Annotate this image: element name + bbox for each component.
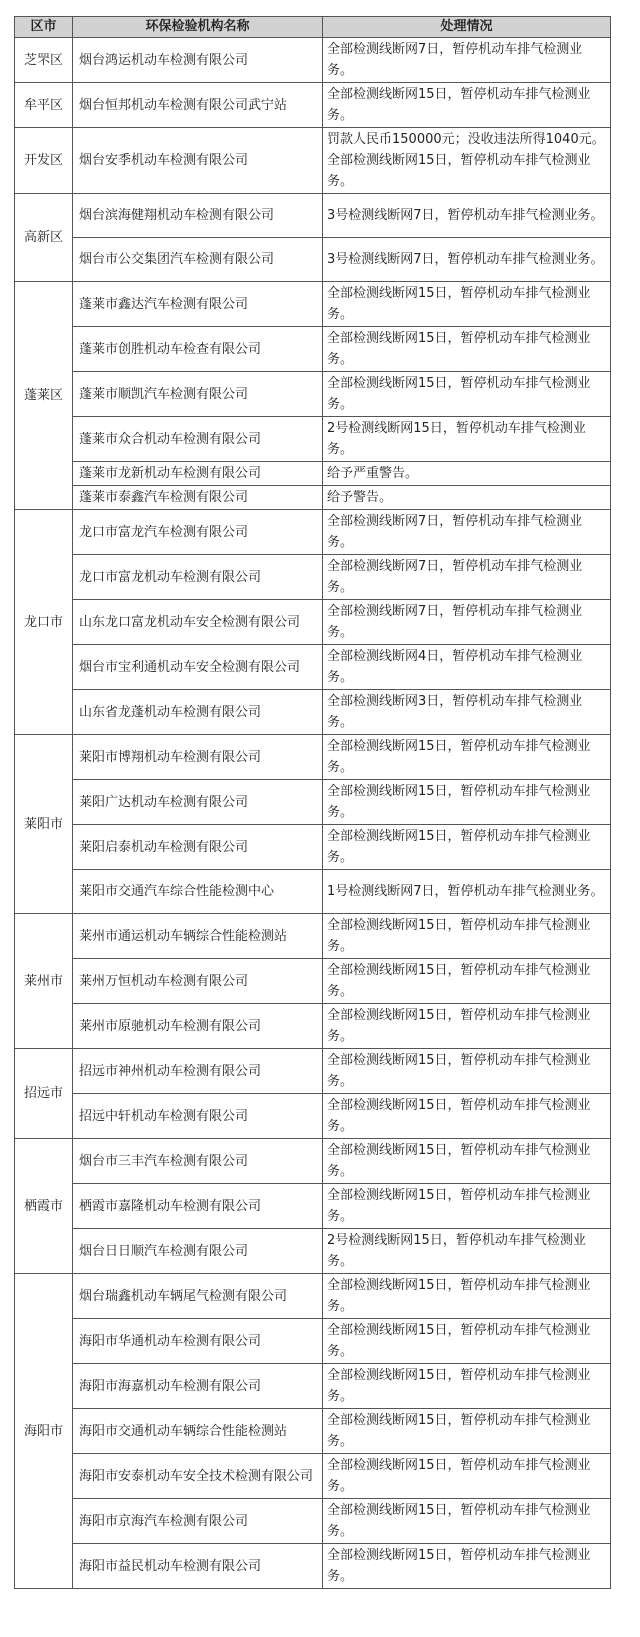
penalty-table: [14, 16, 611, 1589]
handling-result-cell: 给予警告。: [323, 486, 611, 510]
table-row: [15, 238, 611, 282]
district-cell: 蓬莱区: [15, 282, 73, 510]
handling-result-cell: 全部检测线断网15日，暂停机动车排气检测业务。: [323, 372, 611, 417]
district-cell: 龙口市: [15, 510, 73, 735]
table-row: [15, 83, 611, 128]
district-cell: 海阳市: [15, 1274, 73, 1589]
table-row: [15, 959, 611, 1004]
institution-name-cell: 莱阳市博翔机动车检测有限公司: [73, 735, 323, 780]
institution-name-cell: 龙口市富龙机动车检测有限公司: [73, 555, 323, 600]
table-row: [15, 327, 611, 372]
institution-name-cell: 海阳市华通机动车检测有限公司: [73, 1319, 323, 1364]
handling-result-cell: 罚款人民币150000元；没收违法所得1040元。全部检测线断网15日，暂停机动车排气检测业务。: [323, 128, 611, 194]
table-row: [15, 462, 611, 486]
table-row: [15, 780, 611, 825]
institution-name-cell: 海阳市京海汽车检测有限公司: [73, 1499, 323, 1544]
handling-result-cell: 全部检测线断网15日，暂停机动车排气检测业务。: [323, 1364, 611, 1409]
table-row: [15, 128, 611, 194]
table-row: [15, 372, 611, 417]
institution-name-cell: 烟台日日顺汽车检测有限公司: [73, 1229, 323, 1274]
institution-name-cell: 莱州市原驰机动车检测有限公司: [73, 1004, 323, 1049]
table-row: [15, 417, 611, 462]
table-row: [15, 1229, 611, 1274]
handling-result-cell: 2号检测线断网15日，暂停机动车排气检测业务。: [323, 1229, 611, 1274]
handling-result-cell: 全部检测线断网15日，暂停机动车排气检测业务。: [323, 914, 611, 959]
institution-name-cell: 烟台鸿运机动车检测有限公司: [73, 38, 323, 83]
table-row: [15, 1499, 611, 1544]
table-row: [15, 914, 611, 959]
institution-name-cell: 山东省龙蓬机动车检测有限公司: [73, 690, 323, 735]
institution-name-cell: 山东龙口富龙机动车安全检测有限公司: [73, 600, 323, 645]
penalty-table-container: [14, 16, 611, 1589]
handling-result-cell: 全部检测线断网15日，暂停机动车排气检测业务。: [323, 735, 611, 780]
handling-result-cell: 3号检测线断网7日，暂停机动车排气检测业务。: [323, 194, 611, 238]
district-cell: 招远市: [15, 1049, 73, 1139]
table-row: [15, 555, 611, 600]
table-row: [15, 870, 611, 914]
table-row: [15, 1184, 611, 1229]
handling-result-cell: 全部检测线断网15日，暂停机动车排气检测业务。: [323, 1094, 611, 1139]
table-row: [15, 486, 611, 510]
institution-name-cell: 烟台恒邦机动车检测有限公司武宁站: [73, 83, 323, 128]
table-row: [15, 1454, 611, 1499]
table-row: [15, 1274, 611, 1319]
handling-result-cell: 全部检测线断网15日，暂停机动车排气检测业务。: [323, 1544, 611, 1589]
institution-name-cell: 烟台市宝利通机动车安全检测有限公司: [73, 645, 323, 690]
institution-name-cell: 烟台安季机动车检测有限公司: [73, 128, 323, 194]
table-row: [15, 1409, 611, 1454]
table-row: [15, 194, 611, 238]
handling-result-cell: 全部检测线断网15日，暂停机动车排气检测业务。: [323, 1409, 611, 1454]
handling-result-cell: 全部检测线断网15日，暂停机动车排气检测业务。: [323, 1499, 611, 1544]
district-cell: 高新区: [15, 194, 73, 282]
table-row: [15, 1049, 611, 1094]
institution-name-cell: 海阳市海嘉机动车检测有限公司: [73, 1364, 323, 1409]
district-cell: 莱州市: [15, 914, 73, 1049]
table-row: [15, 600, 611, 645]
district-cell: 开发区: [15, 128, 73, 194]
district-cell: 栖霞市: [15, 1139, 73, 1274]
header-district: 区市: [15, 17, 73, 38]
handling-result-cell: 全部检测线断网3日，暂停机动车排气检测业务。: [323, 690, 611, 735]
handling-result-cell: 全部检测线断网4日，暂停机动车排气检测业务。: [323, 645, 611, 690]
handling-result-cell: 1号检测线断网7日，暂停机动车排气检测业务。: [323, 870, 611, 914]
institution-name-cell: 海阳市益民机动车检测有限公司: [73, 1544, 323, 1589]
institution-name-cell: 蓬莱市龙新机动车检测有限公司: [73, 462, 323, 486]
institution-name-cell: 烟台市公交集团汽车检测有限公司: [73, 238, 323, 282]
table-row: [15, 735, 611, 780]
institution-name-cell: 莱阳市交通汽车综合性能检测中心: [73, 870, 323, 914]
handling-result-cell: 全部检测线断网15日，暂停机动车排气检测业务。: [323, 83, 611, 128]
handling-result-cell: 全部检测线断网15日，暂停机动车排气检测业务。: [323, 1139, 611, 1184]
table-row: [15, 38, 611, 83]
institution-name-cell: 栖霞市嘉隆机动车检测有限公司: [73, 1184, 323, 1229]
institution-name-cell: 莱阳启泰机动车检测有限公司: [73, 825, 323, 870]
handling-result-cell: 全部检测线断网15日，暂停机动车排气检测业务。: [323, 1454, 611, 1499]
institution-name-cell: 蓬莱市泰鑫汽车检测有限公司: [73, 486, 323, 510]
institution-name-cell: 蓬莱市顺凯汽车检测有限公司: [73, 372, 323, 417]
district-cell: 牟平区: [15, 83, 73, 128]
institution-name-cell: 莱州市通运机动车辆综合性能检测站: [73, 914, 323, 959]
handling-result-cell: 2号检测线断网15日，暂停机动车排气检测业务。: [323, 417, 611, 462]
institution-name-cell: 蓬莱市创胜机动车检查有限公司: [73, 327, 323, 372]
handling-result-cell: 全部检测线断网7日，暂停机动车排气检测业务。: [323, 555, 611, 600]
table-row: [15, 510, 611, 555]
institution-name-cell: 海阳市安泰机动车安全技术检测有限公司: [73, 1454, 323, 1499]
handling-result-cell: 全部检测线断网15日，暂停机动车排气检测业务。: [323, 1049, 611, 1094]
table-row: [15, 825, 611, 870]
handling-result-cell: 全部检测线断网7日，暂停机动车排气检测业务。: [323, 38, 611, 83]
table-row: [15, 1319, 611, 1364]
handling-result-cell: 全部检测线断网15日，暂停机动车排气检测业务。: [323, 959, 611, 1004]
table-row: [15, 1544, 611, 1589]
handling-result-cell: 全部检测线断网15日，暂停机动车排气检测业务。: [323, 1274, 611, 1319]
handling-result-cell: 全部检测线断网7日，暂停机动车排气检测业务。: [323, 510, 611, 555]
handling-result-cell: 全部检测线断网7日，暂停机动车排气检测业务。: [323, 600, 611, 645]
handling-result-cell: 全部检测线断网15日，暂停机动车排气检测业务。: [323, 825, 611, 870]
institution-name-cell: 烟台滨海健翔机动车检测有限公司: [73, 194, 323, 238]
table-row: [15, 1139, 611, 1184]
header-institution-name: 环保检验机构名称: [73, 17, 323, 38]
table-row: [15, 1004, 611, 1049]
table-row: [15, 1094, 611, 1139]
handling-result-cell: 全部检测线断网15日，暂停机动车排气检测业务。: [323, 282, 611, 327]
header-handling-result: 处理情况: [323, 17, 611, 38]
institution-name-cell: 莱阳广达机动车检测有限公司: [73, 780, 323, 825]
institution-name-cell: 蓬莱市鑫达汽车检测有限公司: [73, 282, 323, 327]
table-row: [15, 645, 611, 690]
handling-result-cell: 给予严重警告。: [323, 462, 611, 486]
district-cell: 莱阳市: [15, 735, 73, 914]
institution-name-cell: 招远市神州机动车检测有限公司: [73, 1049, 323, 1094]
institution-name-cell: 海阳市交通机动车辆综合性能检测站: [73, 1409, 323, 1454]
table-row: [15, 1364, 611, 1409]
handling-result-cell: 全部检测线断网15日，暂停机动车排气检测业务。: [323, 1319, 611, 1364]
table-row: [15, 690, 611, 735]
handling-result-cell: 全部检测线断网15日，暂停机动车排气检测业务。: [323, 327, 611, 372]
handling-result-cell: 3号检测线断网7日，暂停机动车排气检测业务。: [323, 238, 611, 282]
handling-result-cell: 全部检测线断网15日，暂停机动车排气检测业务。: [323, 780, 611, 825]
institution-name-cell: 龙口市富龙汽车检测有限公司: [73, 510, 323, 555]
institution-name-cell: 烟台瑞鑫机动车辆尾气检测有限公司: [73, 1274, 323, 1319]
table-row: [15, 282, 611, 327]
institution-name-cell: 招远中轩机动车检测有限公司: [73, 1094, 323, 1139]
table-body: [15, 38, 611, 1589]
district-cell: 芝罘区: [15, 38, 73, 83]
institution-name-cell: 烟台市三丰汽车检测有限公司: [73, 1139, 323, 1184]
table-header-row: [15, 17, 611, 38]
handling-result-cell: 全部检测线断网15日，暂停机动车排气检测业务。: [323, 1184, 611, 1229]
handling-result-cell: 全部检测线断网15日，暂停机动车排气检测业务。: [323, 1004, 611, 1049]
institution-name-cell: 莱州万恒机动车检测有限公司: [73, 959, 323, 1004]
institution-name-cell: 蓬莱市众合机动车检测有限公司: [73, 417, 323, 462]
